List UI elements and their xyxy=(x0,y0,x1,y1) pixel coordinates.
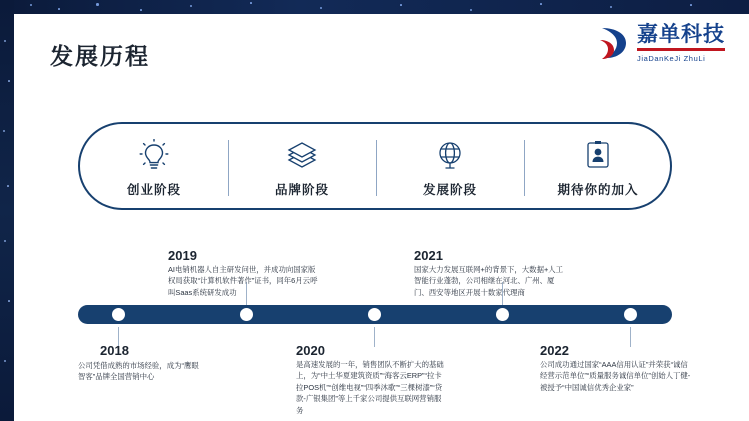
stage-item-growth[interactable] xyxy=(376,124,524,212)
timeline-year-2019: 2019 xyxy=(168,248,197,263)
person-badge-icon xyxy=(584,138,612,172)
left-decorative-rail xyxy=(0,0,14,421)
timeline-text-2021: 国家大力发展互联网+的背景下，大数据+人工智能行业蓬勃，公司相继在河北、广州、厦门、西安等地区开展十数家代理商 xyxy=(414,265,564,297)
stacked-cards-icon xyxy=(285,138,319,172)
timeline-year-2021: 2021 xyxy=(414,248,443,263)
logo-mark-icon xyxy=(596,24,630,62)
stage-item-join-us[interactable] xyxy=(524,124,672,212)
stage-label: 创业阶段 xyxy=(126,183,181,197)
stage-label: 期待你的加入 xyxy=(557,183,639,197)
timeline-node-2022[interactable] xyxy=(622,306,639,323)
top-decorative-band xyxy=(0,0,749,14)
timeline-node-2020[interactable] xyxy=(366,306,383,323)
timeline-year-2018: 2018 xyxy=(100,343,129,358)
timeline-year-2020: 2020 xyxy=(296,343,325,358)
stages-capsule xyxy=(78,122,672,210)
logo-red-bar xyxy=(637,48,725,51)
logo-pinyin: JiaDanKeJi ZhuLi xyxy=(637,54,706,63)
lightbulb-icon xyxy=(139,138,169,172)
timeline-text-2020: 是高速发展的一年，销售团队不断扩大的基础上，为“中土华夏建筑资质”“海客云ERP”“拉卡拉POS机”“创维电视”“四季沐歌”“三棵树漆”“贷款-广银集团”等上千家公司提供互联网营销服务 xyxy=(296,360,444,415)
timeline-stub xyxy=(630,327,631,347)
timeline-text-2022: 公司成功通过国家“AAA信用认证”并荣获“诚信经营示范单位”“质量服务诚信单位”创始人丁健-被授予“中国诚信优秀企业家” xyxy=(540,360,691,392)
timeline-node-2021[interactable] xyxy=(494,306,511,323)
timeline-stub xyxy=(374,327,375,347)
timeline-text-2018: 公司凭借成熟的市场经验，成为“鹰眼智客”品牌全国营销中心 xyxy=(78,361,199,382)
page-title: 发展历程 xyxy=(50,43,150,69)
globe-icon xyxy=(435,138,465,172)
timeline-text-2019: AI电销机器人自主研发问世，并成功向国家版权局获取“计算机软件著作”证书，同年6月云呼叫Saas系统研发成功 xyxy=(168,265,318,297)
company-logo xyxy=(596,24,725,63)
stage-label: 品牌阶段 xyxy=(274,183,329,197)
timeline-node-2018[interactable] xyxy=(110,306,127,323)
logo-company-name: 嘉单科技 xyxy=(637,23,725,46)
stage-item-startup[interactable] xyxy=(80,124,228,212)
stage-label: 发展阶段 xyxy=(422,183,477,197)
logo-text xyxy=(637,24,725,63)
timeline-node-2019[interactable] xyxy=(238,306,255,323)
timeline-year-2022: 2022 xyxy=(540,343,569,358)
stage-item-brand[interactable] xyxy=(228,124,376,212)
